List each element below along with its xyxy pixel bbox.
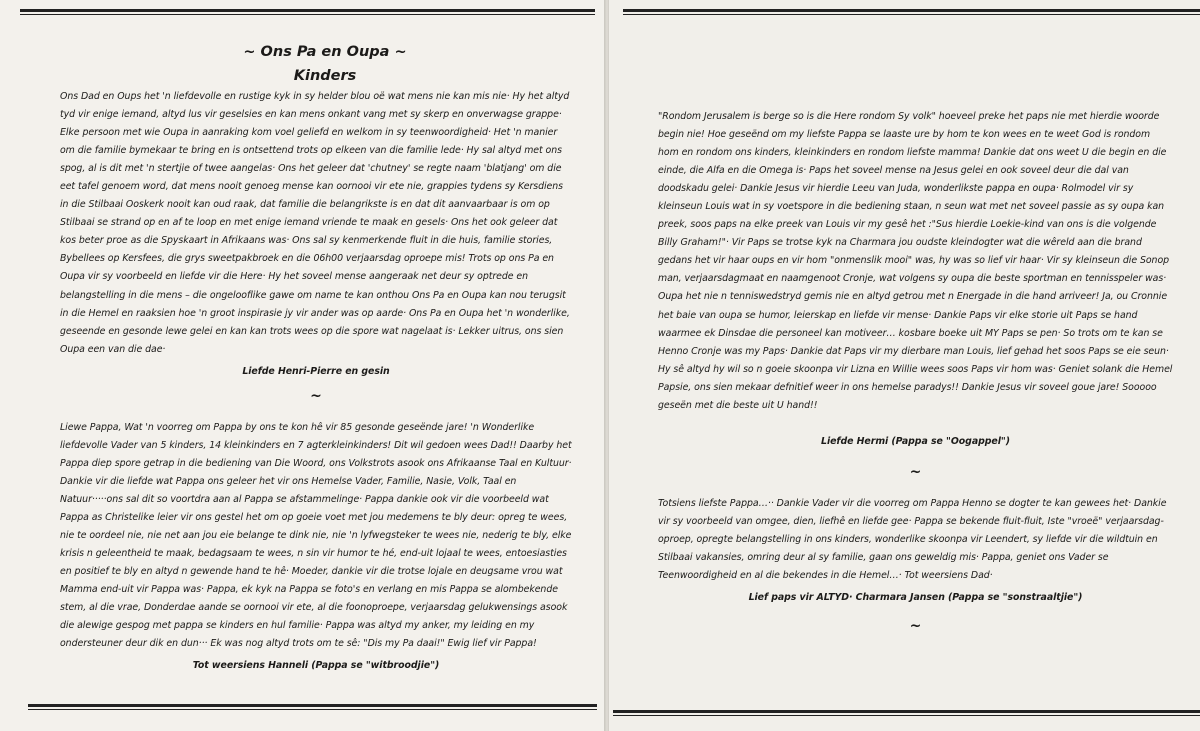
signature-hanneli: Tot weersiens Hanneli (Pappa se "witbroodjie") [192,660,440,672]
signature-hermi: Liefde Hermi (Pappa se "Oogappel") [821,435,1010,447]
left-column [60,88,572,675]
separator: ~ [909,463,922,480]
signature-henri-pierre: Liefde Henri-Pierre en gesin [242,365,390,377]
letter-henri-pierre: Ons Dad en Oups het 'n liefdevolle en rustige kyk in sy helder blou oë wat mens nie kan mis nie· Hy het altyd tyd vir enige iemand, altyd lus vir geselsies en kan mens onkant vang met sy skerp en onverwagse grappe· Elke persoon met wie Oupa in aanraking kom voel geliefd en welkom in sy teenwoordigheid· Het 'n manier om die familie bymekaar te bring en is ontsettend trots op elkeen van die familie lede· Hy sal altyd met ons spog, al is dit met 'n stertjie of twee aangelas· Ons het geleer dat 'chutney' se regte naam 'blatjang' om die eet tafel genoem word, dat mens nooit genoeg mense kan oornooi vir ete nie, grappies tydens sy Kersdiens in die Stilbaai Ooskerk nooit kan oud raak, dat familie die belangrikste is en dat dit aanvaarbaar is om op Stilbaai se strand op en af te loop en met enige iemand vriende te maak en gesels· Ons het ook geleer dat kos beter proe as die Spyskaart in Afrikaans was· Ons sal sy kenmerkende fluit in die huis, familie stories, Bybellees op Kersfees, die grys sweetpakbroek en die 06h00 verjaarsdag oproepe mis! Trots op ons Pa en Oupa vir sy voorbeeld en liefde vir die Here· Hy het soveel mense aangeraak net deur sy optrede en belangstelling in die mens – die ongelooflike gawe om name te kan onthou Ons Pa en Oupa kan nou terugsit in die Hemel en raaksien hoe 'n groot inspirasie jy vir ander was op aarde· Ons Pa en Oupa het 'n wonderlike, geseende en gesonde lewe gelei en kan kan trots wees op die spore wat nagelaat is· Lekker uitrus, ons sien Oupa een van die dae· [60,91,570,355]
letter-charmara: Totsiens liefste Pappa…·· Dankie Vader vir die voorreg om Pappa Henno se dogter te kan gewees het· Dankie vir sy voorbeeld van omgee, dien, liefhê en liefde gee· Pappa se bekende fluit-fluit, Iste "vroeë" verjaarsdag-oproep, opregte belangstelling in ons kinders, wonderlike skoonpa vir Leendert, sy liefde vir die wildtuin en Stilbaai vakansies, omring deur al sy familie, gaan ons geweldig mis· Pappa, geniet ons Vader se Teenwoordigheid en al die bekendes in die Hemel…· Tot weersiens Dad· [658,497,1167,582]
bottom-rule [28,704,597,710]
letter-hanneli: Liewe Pappa, Wat 'n voorreg om Pappa by ons te kon hê vir 85 gesonde geseënde jare! 'n Wonderlike liefdevolle Vader van 5 kinders, 14 kleinkinders en 7 agterkleinkinders! Dit wil gedoen wees Dad!! Daarby het Pappa diep spore getrap in die bediening van Die Woord, ons Volkstrots asook ons Afrikaanse Taal en Kultuur· Dankie vir die liefde wat Pappa ons geleer het vir ons Hemelse Vader, Familie, Nasie, Volk, Taal en Natuur·····ons sal dit so voortdra aan al Pappa se afstammelinge· Pappa dankie ook vir die voorbeeld wat Pappa as Christelike leier vir ons gestel het om op goeie voet met jou medemens te bly deur: opreg te wees, nie te oordeel nie, nie net aan jou eie belange te dink nie, nie 'n lyfwegsteker te wees nie, nederig te bly, elke krisis n geleentheid te maak, bedagsaam te wees, n sin vir humor te hé, end-uit lojaal te wees, entoesiasties en positief te bly en altyd n gewende hand te hê· Moeder, dankie vir die trotse lojale en deugsame vrou wat Mamma end-uit vir Pappa was· Pappa, ek kyk na Pappa se foto's en verlang en mis Pappa se alombekende stem, al die vrae, Donderdae aande se oornooi vir ete, al die foonoproepe, verjaarsdag gelukwensings asook die alewige gespog met pappa se kinders en hul familie· Pappa was altyd my anker, my leiding en my ondersteuner deur dik en dun··· Ek was nog altyd trots om te sê: "Dis my Pa daai!" Ewig lief vir Pappa! [60,421,572,650]
separator: ~ [310,387,322,404]
page-title: ~ Ons Pa en Oupa ~ [243,44,407,60]
bottom-rule [613,710,1200,716]
separator: ~ [909,618,922,635]
signature-charmara: Lief paps vir ALTYD· Charmara Jansen (Pappa se "sonstraaltjie") [748,592,1083,604]
letter-hermi: "Rondom Jerusalem is berge so is die Here rondom Sy volk" hoeveel preke het paps nie met hierdie woorde begin nie! Hoe geseënd om my liefste Pappa se laaste ure by hom te kon wees en te weet God is rondom hom en rondom ons kinders, kleinkinders en rondom liefste mamma! Dankie dat ons weet U die begin en die einde, die Alfa en die Omega is· Paps het soveel mense na Jesus gelei en ook soveel deur die dal van doodskadu gelei· Dankie Jesus vir hierdie Leeu van Juda, wonderlikste pappa en oupa· Rolmodel vir sy kleinseun Louis wat in sy voetspore in die bediening staan, n seun wat met net soveel passie as sy oupa kan preek, soos paps na elke preek van Louis vir my gesê het :"Sus hierdie Loekie-kind van ons is die volgende Billy Graham!"· Vir Paps se trotse kyk na Charmara jou oudste kleindogter wat die wêreld aan die brand gedans het vir haar oups en vir hom "onmenslik mooi" was, hy was so lief vir haar· Vir sy kleinseun die Sonop man, verjaarsdagmaat en naamgenoot Cronje, wat volgens sy oupa die beste sportman en tennisspeler was· Oupa het nie n tenniswedstryd gemis nie en altyd getrou met n Energade in die hand arriveer! Ja, ou Cronnie het baie van oupa se humor, leierskap en liefde vir mense· Dankie Paps vir elke storie uit Paps se hand waarmee ek Dinsdae die personeel kan motiveer… kosbare boeke uit MY Paps se pen· So trots om te kan se Henno Cronje was my Paps· Dankie dat Paps vir my dierbare man Louis, lief gehad het soos Paps se eie seun· Hy sê altyd hy wil so n goeie skoonpa vir Lizna en Willie wees soos Paps vir hom was· Geniet solank die Hemel Papsie, ons sien mekaar defnitief weer in ons hemelse paradys!! Dankie Jesus vir soveel goue jare! Sooooo geseën met die beste uit U hand!! [658,111,1173,411]
right-page [609,0,1200,731]
section-subtitle: Kinders [293,68,357,84]
top-rule [623,9,1200,15]
top-rule [20,9,595,15]
right-column [658,108,1173,649]
